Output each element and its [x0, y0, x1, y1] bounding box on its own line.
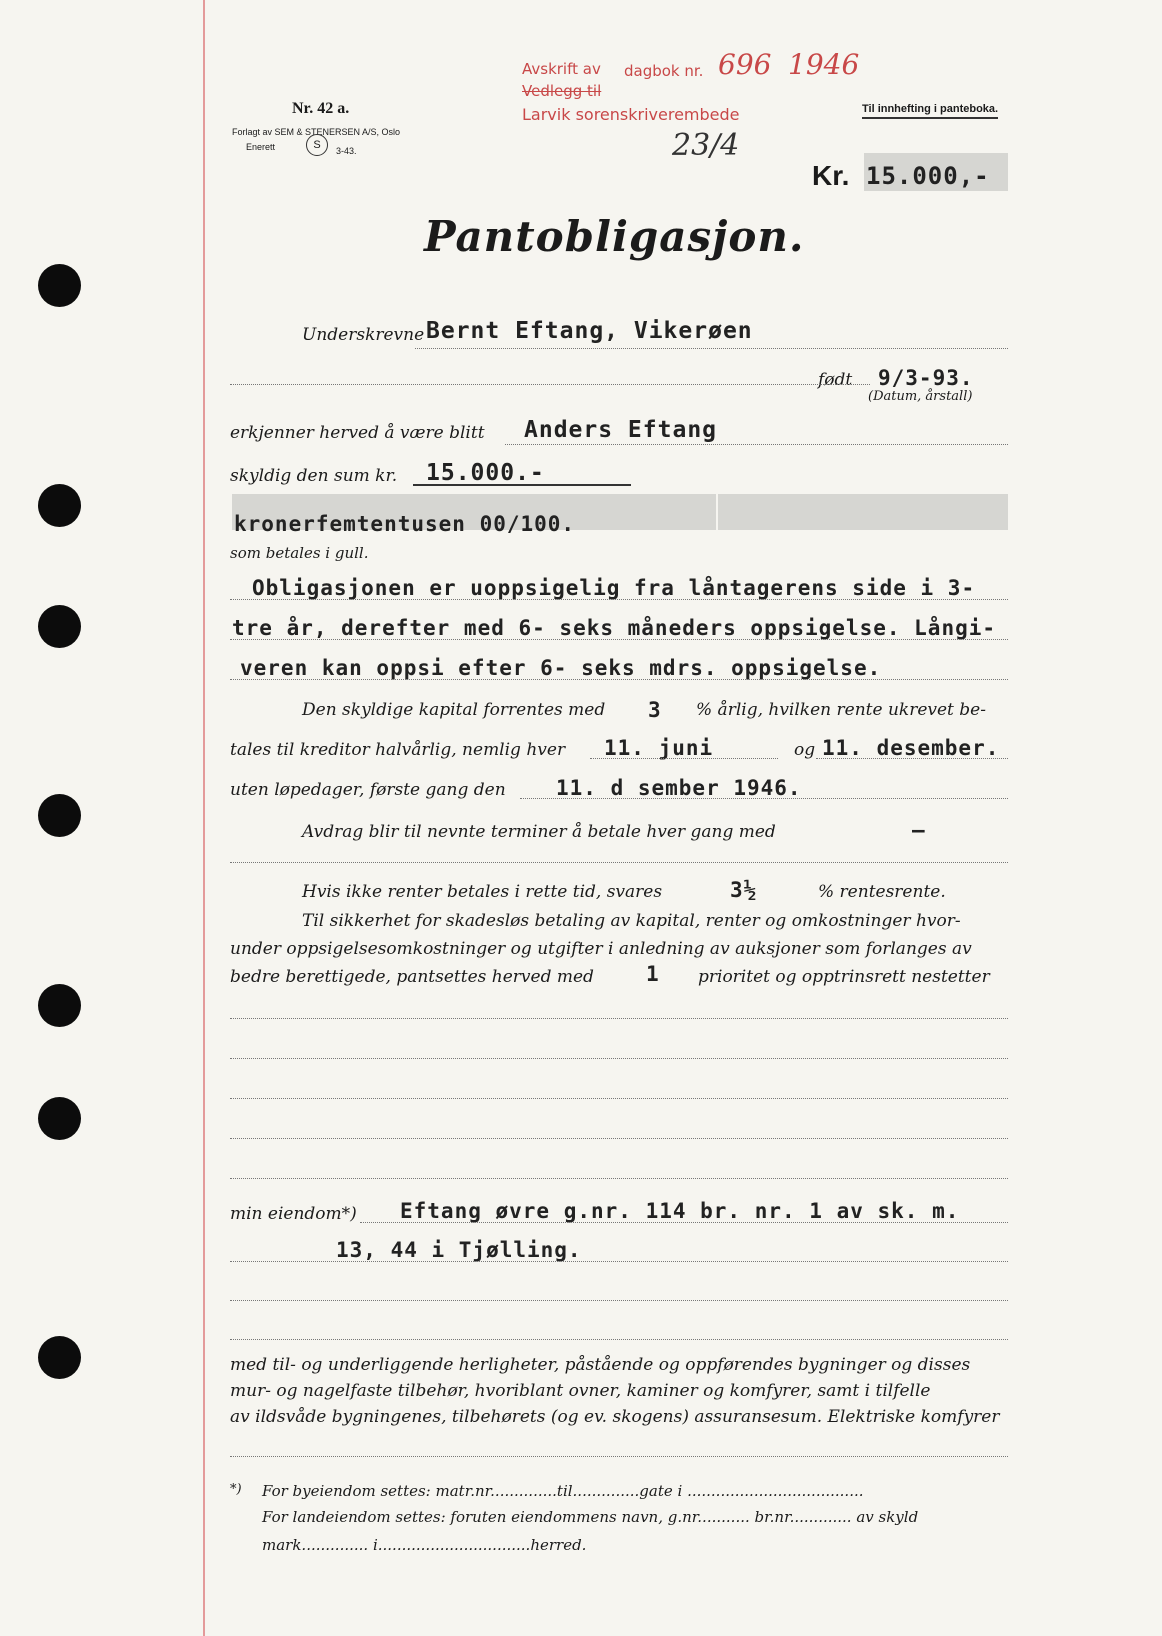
sum-label: skyldig den sum kr. — [230, 466, 398, 486]
security-text: under oppsigelsesomkostninger og utgifter i anledning av auksjoner som forlanges av — [230, 939, 972, 959]
interest-text: uten løpedager, første gang den — [230, 780, 506, 800]
publisher-logo-icon: S — [306, 134, 328, 156]
dotted-rule — [230, 1098, 1008, 1099]
dotted-rule — [230, 384, 870, 385]
dotted-rule — [360, 1222, 1008, 1223]
dotted-rule — [230, 1456, 1008, 1457]
penalty-rate: 3½ — [730, 878, 758, 902]
creditor-value: Anders Eftang — [524, 417, 718, 443]
dotted-rule — [590, 758, 778, 759]
footnote-mark: *) — [230, 1482, 242, 1497]
gold-label: som betales i gull. — [230, 544, 369, 562]
dotted-rule — [230, 679, 1008, 680]
stamp-dagbok-number: 696 — [718, 48, 772, 81]
dotted-rule — [230, 1138, 1008, 1139]
interest-text: Den skyldige kapital forrentes med — [302, 700, 606, 720]
interest-text: og — [794, 740, 816, 760]
interest-text: tales til kreditor halvårlig, nemlig hver — [230, 740, 566, 760]
stamp-date: 23/4 — [672, 128, 740, 163]
stamp-line2: Vedlegg til — [522, 82, 602, 100]
dotted-rule — [505, 444, 1008, 445]
terms-line: Obligasjonen er uoppsigelig fra låntagerens side i 3- — [252, 576, 976, 600]
security-text: prioritet og opptrinsrett nestetter — [698, 967, 990, 987]
dotted-rule — [816, 758, 1008, 759]
amount-value: 15.000,- — [866, 162, 990, 190]
dotted-rule — [230, 862, 1008, 863]
dotted-rule — [520, 798, 1008, 799]
punch-hole — [38, 1097, 81, 1140]
stamp-year: 1946 — [788, 48, 860, 81]
penalty-text: % rentesrente. — [818, 882, 946, 902]
punch-hole — [38, 794, 81, 837]
priority-value: 1 — [646, 962, 660, 986]
stamp-office: Larvik sorenskriverembede — [522, 105, 740, 124]
installment-value: – — [912, 818, 926, 842]
dotted-rule — [230, 599, 1008, 600]
dotted-rule — [230, 1178, 1008, 1179]
property-line: 13, 44 i Tjølling. — [336, 1238, 582, 1262]
sum-value: 15.000.- — [426, 460, 545, 486]
punch-hole — [38, 605, 81, 648]
undersigned-label: Underskrevne — [302, 325, 425, 345]
rights: Enerett — [246, 142, 276, 152]
undersigned-value: Bernt Eftang, Vikerøen — [426, 318, 753, 344]
sum-words: kronerfemtentusen 00/100. — [234, 512, 576, 536]
punch-hole — [38, 484, 81, 527]
dotted-rule — [230, 1018, 1008, 1019]
publisher: Forlagt av SEM & STENERSEN A/S, Oslo — [232, 127, 401, 137]
footnote-line: mark.............. i................................herred. — [262, 1536, 587, 1554]
dotted-rule — [230, 639, 1008, 640]
born-hint: (Datum, årstall) — [868, 389, 973, 404]
filing-note: Til innhefting i panteboka. — [862, 103, 998, 119]
edition: 3-43. — [336, 146, 357, 156]
born-label: født — [818, 370, 853, 390]
dotted-rule — [230, 1339, 1008, 1340]
interest-text: % årlig, hvilken rente ukrevet be- — [696, 700, 986, 720]
penalty-text: Hvis ikke renter betales i rette tid, svares — [302, 882, 663, 902]
property-line: Eftang øvre g.nr. 114 br. nr. 1 av sk. m. — [400, 1199, 960, 1223]
property-label: min eiendom*) — [230, 1204, 357, 1224]
stamp-dagbok-label: dagbok nr. — [624, 62, 704, 80]
stamp-line1: Avskrift av — [522, 60, 601, 78]
page-title: Pantobligasjon. — [424, 212, 805, 261]
sum-underline — [413, 484, 631, 486]
punch-hole — [38, 264, 81, 307]
dotted-rule — [230, 1261, 1008, 1262]
dotted-rule — [230, 1058, 1008, 1059]
terms-line: veren kan oppsi efter 6- seks mdrs. oppsigelse. — [240, 656, 882, 680]
first-payment-date: 11. d sember 1946. — [556, 776, 802, 800]
creditor-label: erkjenner herved å være blitt — [230, 423, 485, 443]
interest-date-1: 11. juni — [604, 736, 714, 760]
installment-text: Avdrag blir til nevnte terminer å betale hver gang med — [302, 822, 776, 842]
appurtenance-text: med til- og underliggende herligheter, påstående og oppførendes bygninger og disses — [230, 1355, 971, 1375]
security-text: bedre berettigede, pantsettes herved med — [230, 967, 594, 987]
appurtenance-text: mur- og nagelfaste tilbehør, hvoriblant ovner, kaminer og komfyrer, samt i tilfelle — [230, 1381, 931, 1401]
interest-date-2: 11. desember. — [822, 736, 1000, 760]
divider — [716, 494, 718, 530]
dotted-rule — [230, 1300, 1008, 1301]
dotted-rule — [415, 348, 1008, 349]
footnote-line: For landeiendom settes: foruten eiendommens navn, g.nr........... br.nr............. av skyld — [262, 1508, 919, 1526]
footnote-line: For byeiendom settes: matr.nr..............til..............gate i ..................................... — [262, 1482, 864, 1500]
form-number: Nr. 42 a. — [292, 100, 350, 117]
punch-hole — [38, 1336, 81, 1379]
terms-line: tre år, derefter med 6- seks måneders oppsigelse. Långi- — [232, 616, 997, 640]
amount-label: Kr. — [812, 160, 850, 191]
interest-rate: 3 — [648, 698, 662, 722]
appurtenance-text: av ildsvåde bygningenes, tilbehørets (og ev. skogens) assuransesum. Elektriske komfyrer — [230, 1407, 1000, 1427]
punch-hole — [38, 984, 81, 1027]
born-value: 9/3-93. — [878, 366, 974, 390]
margin-line — [203, 0, 205, 1636]
security-text: Til sikkerhet for skadesløs betaling av kapital, renter og omkostninger hvor- — [302, 911, 961, 931]
